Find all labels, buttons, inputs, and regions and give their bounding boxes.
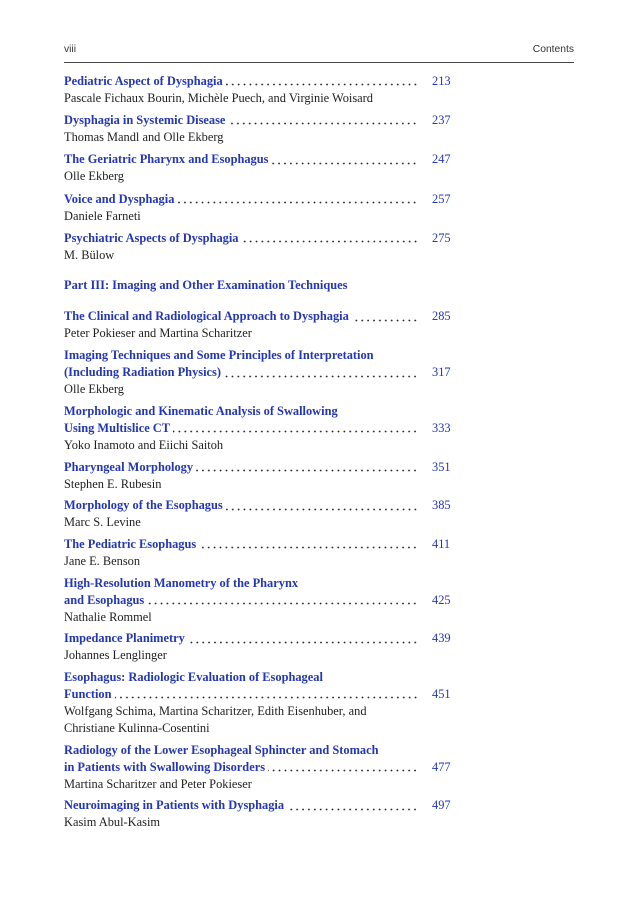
page-number-link[interactable]: 275 xyxy=(432,231,451,246)
toc-entry xyxy=(64,459,484,493)
table-of-contents xyxy=(64,73,484,832)
page-number-link[interactable]: 477 xyxy=(432,759,451,774)
chapter-authors: M. Bülow xyxy=(64,248,115,263)
running-title: Contents xyxy=(532,44,574,55)
dot-leader xyxy=(173,420,418,437)
chapter-title[interactable] xyxy=(64,575,418,609)
toc-title-row xyxy=(64,347,484,381)
chapter-authors: Christiane Kulinna-Cosentini xyxy=(64,720,210,735)
running-header xyxy=(64,43,574,57)
dot-leader xyxy=(352,308,418,325)
page-number-link[interactable]: 285 xyxy=(432,309,451,324)
dot-leader xyxy=(228,112,418,129)
toc-entry xyxy=(64,191,484,225)
chapter-authors: Yoko Inamoto and Eiichi Saitoh xyxy=(64,437,224,452)
chapter-title-line[interactable] xyxy=(64,364,418,381)
toc-entry xyxy=(64,73,484,107)
dot-leader xyxy=(196,459,418,476)
dot-leader xyxy=(147,592,418,609)
chapter-title-text[interactable]: Pharyngeal Morphology xyxy=(64,459,194,474)
chapter-authors: Daniele Farneti xyxy=(64,208,141,223)
chapter-authors: Wolfgang Schima, Martina Scharitzer, Edith Eisenhuber, and xyxy=(64,703,367,718)
toc-title-row xyxy=(64,112,484,129)
page-number-link[interactable]: 333 xyxy=(432,420,451,435)
chapter-authors: Martina Scharitzer and Peter Pokieser xyxy=(64,776,252,791)
chapter-title[interactable] xyxy=(64,797,418,814)
chapter-title-line[interactable] xyxy=(64,73,418,90)
chapter-title-text[interactable]: Using Multislice CT xyxy=(64,420,171,435)
toc-entry xyxy=(64,536,484,570)
chapter-title-line[interactable] xyxy=(64,497,418,514)
toc-entry xyxy=(64,742,484,793)
chapter-title[interactable] xyxy=(64,536,418,553)
page-number-link[interactable]: 213 xyxy=(432,73,451,88)
dot-leader xyxy=(199,536,418,553)
toc-title-row xyxy=(64,575,484,609)
dot-leader xyxy=(115,686,418,703)
chapter-title-text[interactable]: Voice and Dysphagia xyxy=(64,191,175,206)
page-number-link[interactable]: 439 xyxy=(432,631,451,646)
part-heading[interactable]: Part III: Imaging and Other Examination Techniques xyxy=(64,278,348,293)
chapter-authors: Stephen E. Rubesin xyxy=(64,476,162,491)
toc-group xyxy=(64,308,484,831)
toc-title-row xyxy=(64,151,484,168)
page-number-link[interactable]: 385 xyxy=(432,498,451,513)
chapter-title-line[interactable] xyxy=(64,686,418,703)
dot-leader xyxy=(287,797,418,814)
chapter-title-line[interactable] xyxy=(64,536,418,553)
chapter-title-line[interactable] xyxy=(64,191,418,208)
chapter-title[interactable] xyxy=(64,308,418,325)
toc-title-row xyxy=(64,191,484,208)
page-number-link[interactable]: 497 xyxy=(432,798,451,813)
chapter-title-line[interactable] xyxy=(64,592,418,609)
chapter-title-text[interactable]: The Geriatric Pharynx and Esophagus xyxy=(64,152,269,167)
chapter-authors: Marc S. Levine xyxy=(64,515,141,530)
chapter-title[interactable] xyxy=(64,742,418,776)
page-number-link[interactable]: 425 xyxy=(432,592,451,607)
toc-entry xyxy=(64,797,484,831)
toc-entry xyxy=(64,151,484,185)
chapter-title[interactable] xyxy=(64,112,418,129)
toc-entry xyxy=(64,497,484,531)
chapter-title-line[interactable] xyxy=(64,151,418,168)
chapter-title[interactable] xyxy=(64,403,418,437)
toc-entry xyxy=(64,112,484,146)
toc-entry xyxy=(64,575,484,626)
chapter-title-text[interactable]: (Including Radiation Physics) xyxy=(64,365,221,380)
chapter-title[interactable] xyxy=(64,230,418,247)
chapter-title-line[interactable] xyxy=(64,630,418,647)
chapter-title-line[interactable] xyxy=(64,230,418,247)
toc-group xyxy=(64,73,484,265)
dot-leader xyxy=(188,630,418,647)
dot-leader xyxy=(226,73,418,90)
dot-leader xyxy=(271,151,418,168)
chapter-title-text[interactable]: Imaging Techniques and Some Principles of Interpretation xyxy=(64,348,374,363)
toc-entry xyxy=(64,669,484,737)
chapter-title-text[interactable]: Morphology of the Esophagus xyxy=(64,498,223,513)
chapter-title-line[interactable] xyxy=(64,308,418,325)
toc-entry xyxy=(64,403,484,454)
chapter-title[interactable] xyxy=(64,347,418,381)
toc-title-row xyxy=(64,497,484,514)
chapter-authors: Thomas Mandl and Olle Ekberg xyxy=(64,129,224,144)
chapter-authors: Olle Ekberg xyxy=(64,382,124,397)
chapter-title-text[interactable]: Morphologic and Kinematic Analysis of Swallowing xyxy=(64,403,338,418)
chapter-title-text[interactable]: Neuroimaging in Patients with Dysphagia xyxy=(64,798,285,813)
chapter-authors: Johannes Lenglinger xyxy=(64,648,167,663)
toc-title-row xyxy=(64,797,484,814)
chapter-title-line[interactable] xyxy=(64,459,418,476)
toc-title-row xyxy=(64,669,484,703)
chapter-title[interactable] xyxy=(64,669,418,703)
chapter-title[interactable] xyxy=(64,191,418,208)
toc-title-row xyxy=(64,742,484,776)
chapter-title-text[interactable]: Pediatric Aspect of Dysphagia xyxy=(64,73,223,88)
chapter-title-text[interactable]: Impedance Planimetry xyxy=(64,631,185,646)
page-number-link[interactable]: 351 xyxy=(432,459,451,474)
chapter-title-text[interactable]: in Patients with Swallowing Disorders xyxy=(64,759,266,774)
toc-title-row xyxy=(64,230,484,247)
chapter-title-text[interactable]: Radiology of the Lower Esophageal Sphincter and Stomach xyxy=(64,742,379,757)
page-number-link[interactable]: 247 xyxy=(432,152,451,167)
toc-title-row xyxy=(64,630,484,647)
page-number-link[interactable]: 411 xyxy=(432,536,451,551)
toc-entry xyxy=(64,347,484,398)
chapter-title-text[interactable]: High-Resolution Manometry of the Pharynx xyxy=(64,575,299,590)
page-number-link[interactable]: 237 xyxy=(432,112,451,127)
dot-leader xyxy=(224,364,418,381)
chapter-title-text[interactable]: The Clinical and Radiological Approach to Dysphagia xyxy=(64,309,349,324)
chapter-authors: Kasim Abul-Kasim xyxy=(64,815,161,830)
chapter-title-line[interactable] xyxy=(64,420,418,437)
page-number-link[interactable]: 451 xyxy=(432,686,451,701)
toc-entry xyxy=(64,230,484,264)
dot-leader xyxy=(226,497,418,514)
dot-leader xyxy=(242,230,419,247)
dot-leader xyxy=(268,759,418,776)
chapter-authors: Pascale Fichaux Bourin, Michèle Puech, and Virginie Woisard xyxy=(64,90,373,105)
chapter-authors: Nathalie Rommel xyxy=(64,609,152,624)
toc-title-row xyxy=(64,536,484,553)
chapter-title-text[interactable]: Esophagus: Radiologic Evaluation of Esophageal xyxy=(64,669,323,684)
toc-title-row xyxy=(64,403,484,437)
chapter-title-text[interactable]: Function xyxy=(64,686,112,701)
chapter-title[interactable] xyxy=(64,459,418,476)
chapter-title-line[interactable] xyxy=(64,112,418,129)
chapter-title-text[interactable]: The Pediatric Esophagus xyxy=(64,536,197,551)
page-number-link[interactable]: 317 xyxy=(432,365,451,380)
chapter-title[interactable] xyxy=(64,73,418,90)
header-rule xyxy=(64,62,574,63)
chapter-title-line[interactable] xyxy=(64,759,418,776)
chapter-title-text[interactable]: Dysphagia in Systemic Disease xyxy=(64,112,226,127)
toc-title-row xyxy=(64,73,484,90)
toc-entry xyxy=(64,308,484,342)
toc-title-row xyxy=(64,308,484,325)
page-number-link[interactable]: 257 xyxy=(432,191,451,206)
chapter-title[interactable] xyxy=(64,151,418,168)
chapter-title-line[interactable] xyxy=(64,797,418,814)
chapter-authors: Jane E. Benson xyxy=(64,553,141,568)
chapter-title[interactable] xyxy=(64,630,418,647)
chapter-authors: Olle Ekberg xyxy=(64,169,124,184)
dot-leader xyxy=(177,191,418,208)
chapter-authors: Peter Pokieser and Martina Scharitzer xyxy=(64,326,252,341)
folio-page-number: viii xyxy=(64,44,77,55)
chapter-title-text[interactable]: Psychiatric Aspects of Dysphagia xyxy=(64,231,239,246)
chapter-title-text[interactable]: and Esophagus xyxy=(64,592,145,607)
toc-title-row xyxy=(64,459,484,476)
chapter-title[interactable] xyxy=(64,497,418,514)
toc-entry xyxy=(64,630,484,664)
